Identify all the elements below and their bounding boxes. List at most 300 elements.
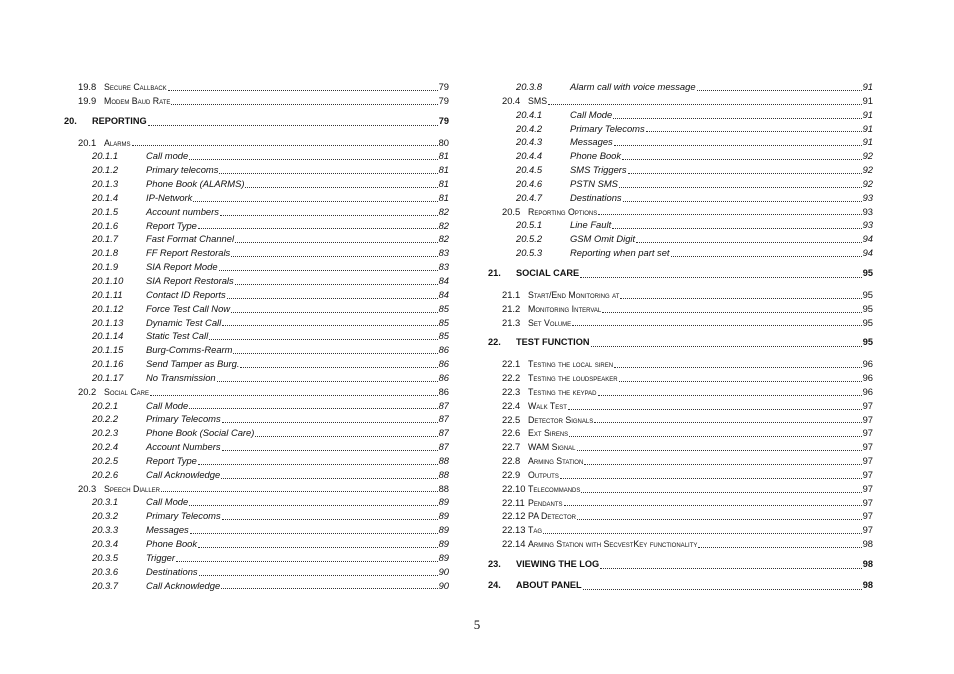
toc-entry[interactable] bbox=[488, 336, 873, 350]
toc-entry[interactable] bbox=[64, 495, 449, 509]
toc-entry-title: Phone Book bbox=[570, 150, 622, 162]
toc-entry-number: 20.2.2 bbox=[92, 413, 119, 425]
toc-entry-page: 97 bbox=[862, 427, 873, 439]
dot-leader bbox=[231, 303, 438, 313]
dot-leader bbox=[240, 358, 437, 368]
toc-entry-title: PA Detector bbox=[528, 511, 576, 522]
toc-entry-number: 19.8 bbox=[78, 81, 97, 92]
toc-entry[interactable] bbox=[488, 218, 873, 232]
dot-leader bbox=[222, 510, 438, 520]
toc-entry-number: 22.11 bbox=[502, 496, 525, 508]
toc-entry-page: 81 bbox=[438, 178, 449, 190]
toc-entry-number: 24. bbox=[488, 579, 501, 590]
toc-entry-title: Call Acknowledge bbox=[146, 468, 221, 480]
page-number: 5 bbox=[473, 617, 481, 632]
toc-entry[interactable] bbox=[488, 357, 873, 371]
dot-leader bbox=[220, 206, 438, 216]
toc-entry[interactable] bbox=[488, 316, 873, 330]
toc-entry[interactable] bbox=[488, 191, 873, 205]
toc-entry[interactable] bbox=[488, 509, 873, 523]
dot-leader bbox=[199, 566, 438, 576]
toc-entry[interactable] bbox=[64, 551, 449, 565]
dot-leader bbox=[568, 400, 862, 410]
toc-entry-number: 20.1.1 bbox=[92, 150, 119, 162]
toc-entry-number: 20.3.3 bbox=[92, 524, 119, 536]
toc-entry-page: 85 bbox=[438, 330, 449, 342]
dot-leader bbox=[698, 538, 861, 548]
toc-entry-number: 21. bbox=[488, 267, 501, 278]
toc-entry[interactable] bbox=[488, 302, 873, 316]
toc-entry[interactable] bbox=[64, 136, 449, 150]
toc-entry-number: 22.1 bbox=[502, 358, 521, 370]
toc-entry[interactable] bbox=[488, 371, 873, 385]
toc-entry-number: 20.1.4 bbox=[92, 191, 119, 203]
toc-entry[interactable] bbox=[64, 343, 449, 357]
toc-entry[interactable] bbox=[64, 523, 449, 537]
dot-leader bbox=[636, 233, 861, 243]
dot-leader bbox=[190, 524, 438, 534]
toc-entry-page: 97 bbox=[862, 482, 873, 494]
toc-entry[interactable] bbox=[64, 232, 449, 246]
toc-entry-page: 79 bbox=[438, 81, 449, 92]
dot-leader bbox=[198, 455, 438, 465]
toc-entry[interactable] bbox=[488, 163, 873, 177]
dot-leader bbox=[221, 579, 437, 589]
toc-entry-page: 90 bbox=[438, 565, 449, 577]
toc-entry-page: 87 bbox=[438, 427, 449, 439]
toc-entry-page: 97 bbox=[862, 468, 873, 480]
toc-entry-title: Secure Callback bbox=[104, 82, 167, 92]
toc-entry[interactable] bbox=[64, 191, 449, 205]
toc-entry-number: 20.5.2 bbox=[516, 233, 543, 245]
dot-leader bbox=[198, 538, 437, 548]
toc-entry-title: Phone Book bbox=[146, 538, 198, 549]
toc-entry-page: 85 bbox=[438, 316, 449, 328]
dot-leader bbox=[622, 150, 861, 160]
toc-entry-number: 20.4.3 bbox=[516, 136, 543, 148]
toc-entry-page: 96 bbox=[862, 358, 873, 370]
toc-entry-page: 84 bbox=[438, 288, 449, 300]
toc-entry-page: 92 bbox=[862, 150, 873, 162]
toc-entry-number: 20.1.7 bbox=[92, 233, 119, 245]
toc-entry[interactable] bbox=[64, 149, 449, 163]
toc-entry[interactable] bbox=[488, 426, 873, 440]
toc-entry-page: 86 bbox=[438, 371, 449, 383]
dot-leader bbox=[171, 95, 437, 105]
toc-entry-title: Pendants bbox=[528, 497, 563, 508]
toc-entry[interactable] bbox=[64, 115, 449, 129]
toc-entry-number: 22.14 bbox=[502, 538, 526, 550]
toc-entry-number: 22.9 bbox=[502, 468, 521, 480]
toc-entry-number: 20.3.2 bbox=[92, 510, 119, 522]
toc-entry[interactable] bbox=[64, 468, 449, 482]
toc-entry-title: REPORTING bbox=[92, 115, 147, 126]
toc-entry-title: Messages bbox=[146, 524, 189, 536]
toc-entry-number: 20.4.7 bbox=[516, 191, 543, 203]
toc-entry[interactable] bbox=[64, 371, 449, 385]
dot-leader bbox=[560, 469, 862, 479]
toc-entry-number: 20.2 bbox=[78, 385, 97, 397]
toc-entry-title: Line Fault bbox=[570, 219, 612, 231]
dot-leader bbox=[233, 344, 437, 354]
toc-entry-title: SOCIAL CARE bbox=[516, 267, 580, 278]
toc-entry[interactable] bbox=[64, 482, 449, 496]
toc-entry-number: 22.4 bbox=[502, 399, 521, 411]
dot-leader bbox=[548, 95, 861, 105]
toc-entry-title: Arming Station with SecvestKey functionality bbox=[528, 539, 698, 550]
toc-entry[interactable] bbox=[488, 468, 873, 482]
toc-entry-number: 22.7 bbox=[502, 441, 521, 453]
toc-entry-title: Telecommands bbox=[528, 483, 581, 494]
toc-entry-page: 82 bbox=[438, 219, 449, 231]
dot-leader bbox=[231, 247, 437, 257]
toc-entry-number: 20.2.3 bbox=[92, 427, 119, 439]
toc-entry[interactable] bbox=[64, 80, 449, 94]
toc-entry[interactable] bbox=[488, 558, 873, 572]
dot-leader bbox=[591, 337, 862, 347]
toc-entry-title: Testing the keypad bbox=[528, 386, 597, 397]
toc-entry-title: Phone Book (Social Care) bbox=[146, 427, 255, 439]
toc-entry-title: Destinations bbox=[146, 565, 198, 577]
toc-entry[interactable] bbox=[488, 80, 873, 94]
toc-entry[interactable] bbox=[64, 316, 449, 330]
toc-entry-page: 87 bbox=[438, 399, 449, 411]
dot-leader bbox=[577, 510, 862, 520]
toc-entry-page: 88 bbox=[438, 482, 449, 494]
toc-entry-title: Account numbers bbox=[146, 205, 219, 217]
toc-entry-title: Primary Telecoms bbox=[146, 413, 221, 425]
toc-entry-title: Set Volume bbox=[528, 317, 572, 328]
toc-entry-number: 20.1.15 bbox=[92, 344, 124, 356]
toc-entry-page: 94 bbox=[862, 247, 873, 259]
toc-entry[interactable] bbox=[488, 288, 873, 302]
toc-entry-title: Call Mode bbox=[146, 496, 189, 508]
toc-entry-page: 89 bbox=[438, 510, 449, 522]
dot-leader bbox=[222, 441, 438, 451]
dot-leader bbox=[613, 109, 861, 119]
toc-entry[interactable] bbox=[64, 426, 449, 440]
toc-entry-title: Force Test Call Now bbox=[146, 302, 231, 314]
toc-entry-page: 97 bbox=[862, 496, 873, 508]
toc-entry[interactable] bbox=[488, 232, 873, 246]
dot-leader bbox=[572, 316, 861, 326]
toc-entry-page: 83 bbox=[438, 261, 449, 273]
toc-entry-title: Call mode bbox=[146, 150, 189, 162]
toc-entry[interactable] bbox=[488, 413, 873, 427]
dot-leader bbox=[646, 122, 862, 132]
toc-entry-title: Reporting when part set bbox=[570, 247, 670, 259]
toc-entry[interactable] bbox=[488, 94, 873, 108]
toc-entry-number: 20.1.12 bbox=[92, 302, 124, 314]
toc-entry-number: 22.12 bbox=[502, 510, 526, 522]
toc-entry-page: 87 bbox=[438, 441, 449, 453]
toc-entry[interactable] bbox=[64, 274, 449, 288]
toc-entry-title: Primary telecoms bbox=[146, 164, 219, 176]
toc-entry-page: 88 bbox=[438, 454, 449, 466]
toc-entry-number: 20.3.7 bbox=[92, 579, 119, 591]
toc-entry-page: 92 bbox=[862, 164, 873, 176]
toc-entry-title: Burg-Comms-Rearm bbox=[146, 344, 233, 356]
toc-entry-title: Alarms bbox=[104, 137, 131, 148]
toc-entry[interactable] bbox=[488, 482, 873, 496]
toc-right-column bbox=[488, 80, 873, 600]
toc-entry[interactable] bbox=[488, 399, 873, 413]
toc-entry-number: 20.1.9 bbox=[92, 261, 119, 273]
toc-entry-number: 22.13 bbox=[502, 524, 526, 536]
toc-entry-title: Call Acknowledge bbox=[146, 579, 221, 591]
toc-entry-title: Report Type bbox=[146, 454, 197, 466]
toc-entry-number: 23. bbox=[488, 559, 501, 569]
dot-leader bbox=[150, 386, 438, 396]
toc-entry-page: 82 bbox=[438, 205, 449, 217]
dot-leader bbox=[219, 164, 437, 174]
dot-leader bbox=[581, 483, 861, 493]
dot-leader bbox=[235, 233, 438, 243]
toc-entry-page: 95 bbox=[862, 288, 873, 300]
toc-entry-title: Dynamic Test Call bbox=[146, 316, 222, 328]
toc-entry-title: Monitoring Interval bbox=[528, 303, 602, 314]
toc-entry[interactable] bbox=[488, 454, 873, 468]
toc-entry-number: 20.1.13 bbox=[92, 316, 124, 328]
toc-entry-number: 20.5 bbox=[502, 205, 521, 217]
toc-entry-page: 83 bbox=[438, 247, 449, 259]
toc-entry-page: 91 bbox=[862, 81, 873, 92]
toc-entry-title: Testing the local siren bbox=[528, 359, 614, 370]
toc-entry[interactable] bbox=[488, 496, 873, 510]
toc-entry-title: SMS bbox=[528, 95, 548, 106]
dot-leader bbox=[569, 427, 861, 437]
toc-entry-number: 20.2.6 bbox=[92, 468, 119, 480]
toc-entry[interactable] bbox=[488, 177, 873, 191]
dot-leader bbox=[671, 247, 862, 257]
toc-entry[interactable] bbox=[64, 357, 449, 371]
toc-entry-number: 20.2.4 bbox=[92, 441, 119, 453]
dot-leader bbox=[193, 192, 437, 202]
toc-entry-number: 20.3.1 bbox=[92, 496, 119, 508]
toc-entry[interactable] bbox=[488, 267, 873, 281]
toc-entry[interactable] bbox=[64, 537, 449, 551]
toc-entry[interactable] bbox=[488, 149, 873, 163]
toc-entry[interactable] bbox=[64, 288, 449, 302]
toc-entry-number: 22.6 bbox=[502, 427, 521, 439]
dot-leader bbox=[255, 427, 437, 437]
dot-leader bbox=[620, 289, 861, 299]
toc-entry-number: 20.3.4 bbox=[92, 538, 119, 549]
toc-entry[interactable] bbox=[64, 565, 449, 579]
toc-entry-page: 98 bbox=[862, 579, 873, 590]
toc-entry-number: 22.3 bbox=[502, 385, 521, 397]
dot-leader bbox=[209, 330, 437, 340]
dot-leader bbox=[132, 136, 438, 146]
toc-entry[interactable] bbox=[488, 246, 873, 260]
toc-entry-title: VIEWING THE LOG bbox=[516, 559, 600, 569]
dot-leader bbox=[619, 372, 862, 382]
dot-leader bbox=[227, 289, 438, 299]
toc-entry[interactable] bbox=[488, 537, 873, 551]
toc-entry-page: 89 bbox=[438, 538, 449, 549]
toc-entry-number: 22.5 bbox=[502, 413, 521, 425]
toc-entry[interactable] bbox=[64, 246, 449, 260]
toc-entry-page: 95 bbox=[862, 267, 873, 278]
toc-entry[interactable] bbox=[64, 205, 449, 219]
toc-entry-page: 81 bbox=[438, 191, 449, 203]
toc-entry-number: 20.1.10 bbox=[92, 274, 124, 286]
dot-leader bbox=[600, 559, 862, 569]
toc-entry[interactable] bbox=[64, 329, 449, 343]
dot-leader bbox=[189, 399, 437, 409]
toc-entry-number: 20.1.8 bbox=[92, 247, 119, 259]
dot-leader bbox=[577, 441, 862, 451]
toc-entry-title: Start/End Monitoring at bbox=[528, 289, 620, 300]
toc-entry-number: 20.1.17 bbox=[92, 371, 124, 383]
toc-entry-title: No Transmission bbox=[146, 371, 216, 383]
toc-entry-page: 89 bbox=[438, 496, 449, 508]
toc-entry[interactable] bbox=[488, 523, 873, 537]
toc-entry[interactable] bbox=[488, 385, 873, 399]
toc-entry-number: 20.5.1 bbox=[516, 219, 543, 231]
dot-leader bbox=[583, 580, 862, 590]
toc-entry-title: Tag bbox=[528, 525, 543, 536]
toc-entry-page: 91 bbox=[862, 108, 873, 120]
toc-entry-number: 20.1.16 bbox=[92, 358, 124, 370]
toc-entry-title: SIA Report Mode bbox=[146, 261, 218, 273]
toc-entry-title: Speech Dialler bbox=[104, 483, 161, 494]
toc-entry-number: 20.1.11 bbox=[92, 288, 123, 300]
dot-leader bbox=[221, 469, 437, 479]
dot-leader bbox=[543, 524, 862, 534]
toc-entry-title: Account Numbers bbox=[146, 441, 221, 453]
toc-entry-page: 85 bbox=[438, 302, 449, 314]
toc-entry-page: 91 bbox=[862, 94, 873, 106]
toc-entry-page: 86 bbox=[438, 358, 449, 370]
toc-entry[interactable] bbox=[64, 219, 449, 233]
dot-leader bbox=[217, 372, 438, 382]
toc-entry[interactable] bbox=[488, 108, 873, 122]
toc-entry-number: 20.1.5 bbox=[92, 205, 119, 217]
dot-leader bbox=[222, 316, 437, 326]
dot-leader bbox=[628, 164, 862, 174]
toc-entry-title: WAM Signal bbox=[528, 442, 576, 453]
toc-entry[interactable] bbox=[488, 135, 873, 149]
toc-entry-title: SIA Report Restorals bbox=[146, 274, 234, 286]
toc-entry-number: 20.3 bbox=[78, 482, 97, 494]
dot-leader bbox=[623, 192, 862, 202]
toc-entry-title: Send Tamper as Burg. bbox=[146, 358, 240, 370]
toc-entry-page: 88 bbox=[438, 468, 449, 480]
toc-entry-number: 21.1 bbox=[502, 288, 521, 300]
dot-leader bbox=[161, 482, 438, 492]
toc-entry-page: 86 bbox=[438, 385, 449, 397]
toc-entry-page: 96 bbox=[862, 385, 873, 397]
toc-entry-title: Detector Signals bbox=[528, 414, 594, 425]
toc-entry-number: 20.5.3 bbox=[516, 247, 543, 259]
dot-leader bbox=[219, 261, 438, 271]
toc-entry[interactable] bbox=[488, 579, 873, 593]
toc-entry-title: Social Care bbox=[104, 386, 150, 397]
toc-entry-number: 21.2 bbox=[502, 302, 521, 314]
toc-entry-page: 92 bbox=[862, 177, 873, 189]
toc-entry-page: 79 bbox=[438, 94, 449, 106]
toc-entry-page: 97 bbox=[862, 399, 873, 411]
toc-entry-page: 93 bbox=[862, 205, 873, 217]
toc-entry-page: 97 bbox=[862, 413, 873, 425]
toc-entry-number: 20.1 bbox=[78, 136, 97, 148]
dot-leader bbox=[598, 386, 862, 396]
toc-entry[interactable] bbox=[488, 205, 873, 219]
dot-leader bbox=[222, 413, 438, 423]
toc-entry-page: 80 bbox=[438, 136, 449, 148]
toc-entry-number: 20.4.6 bbox=[516, 177, 543, 189]
toc-entry[interactable] bbox=[488, 122, 873, 136]
toc-entry-number: 20.4 bbox=[502, 94, 521, 106]
toc-entry-page: 97 bbox=[862, 524, 873, 536]
toc-entry[interactable] bbox=[64, 94, 449, 108]
toc-entry[interactable] bbox=[64, 454, 449, 468]
toc-entry[interactable] bbox=[64, 177, 449, 191]
toc-entry-number: 20.2.1 bbox=[92, 399, 119, 411]
toc-entry-page: 82 bbox=[438, 233, 449, 245]
toc-entry[interactable] bbox=[64, 440, 449, 454]
dot-leader bbox=[189, 496, 437, 506]
toc-entry-title: Destinations bbox=[570, 191, 622, 203]
toc-entry-title: Arming Station bbox=[528, 456, 584, 467]
toc-entry-page: 81 bbox=[438, 164, 449, 176]
toc-entry-number: 20.4.1 bbox=[516, 108, 543, 120]
toc-entry-page: 95 bbox=[862, 302, 873, 314]
toc-entry-page: 90 bbox=[438, 579, 449, 591]
toc-entry[interactable] bbox=[488, 440, 873, 454]
toc-left-column bbox=[64, 80, 449, 592]
toc-entry-title: Primary Telecoms bbox=[146, 510, 221, 522]
toc-entry[interactable] bbox=[64, 399, 449, 413]
toc-entry[interactable] bbox=[64, 302, 449, 316]
toc-entry-title: Contact ID Reports bbox=[146, 288, 226, 300]
dot-leader bbox=[176, 552, 438, 562]
toc-entry-title: Trigger bbox=[146, 551, 175, 563]
dot-leader bbox=[564, 496, 862, 506]
toc-entry-title: ABOUT PANEL bbox=[516, 579, 582, 590]
toc-entry-page: 98 bbox=[862, 559, 873, 569]
toc-entry-title: Call Mode bbox=[570, 108, 613, 120]
toc-entry-page: 95 bbox=[862, 337, 873, 348]
toc-entry-page: 84 bbox=[438, 274, 449, 286]
toc-entry-number: 20.3.6 bbox=[92, 565, 119, 577]
dot-leader bbox=[584, 455, 861, 465]
toc-entry-title: GSM Omit Digit bbox=[570, 233, 636, 245]
toc-entry[interactable] bbox=[64, 260, 449, 274]
toc-entry-page: 91 bbox=[862, 122, 873, 134]
toc-entry[interactable] bbox=[64, 579, 449, 593]
toc-entry-title: Reporting Options bbox=[528, 206, 598, 217]
toc-entry-title: Messages bbox=[570, 136, 613, 148]
toc-entry[interactable] bbox=[64, 385, 449, 399]
toc-entry[interactable] bbox=[64, 412, 449, 426]
toc-entry-title: Walk Test bbox=[528, 400, 567, 411]
toc-entry-page: 93 bbox=[862, 191, 873, 203]
toc-entry-number: 20.3.5 bbox=[92, 551, 119, 563]
toc-entry-number: 20.1.3 bbox=[92, 178, 119, 190]
toc-entry[interactable] bbox=[64, 509, 449, 523]
toc-entry-number: 19.9 bbox=[78, 94, 97, 106]
toc-entry-title: Outputs bbox=[528, 469, 559, 480]
dot-leader bbox=[619, 178, 862, 188]
toc-entry-title: IP-Network bbox=[146, 191, 193, 203]
dot-leader bbox=[594, 413, 861, 423]
dot-leader bbox=[148, 116, 438, 126]
toc-entry-number: 21.3 bbox=[502, 316, 521, 328]
toc-entry-title: Phone Book (ALARMS) bbox=[146, 178, 245, 190]
toc-entry[interactable] bbox=[64, 163, 449, 177]
